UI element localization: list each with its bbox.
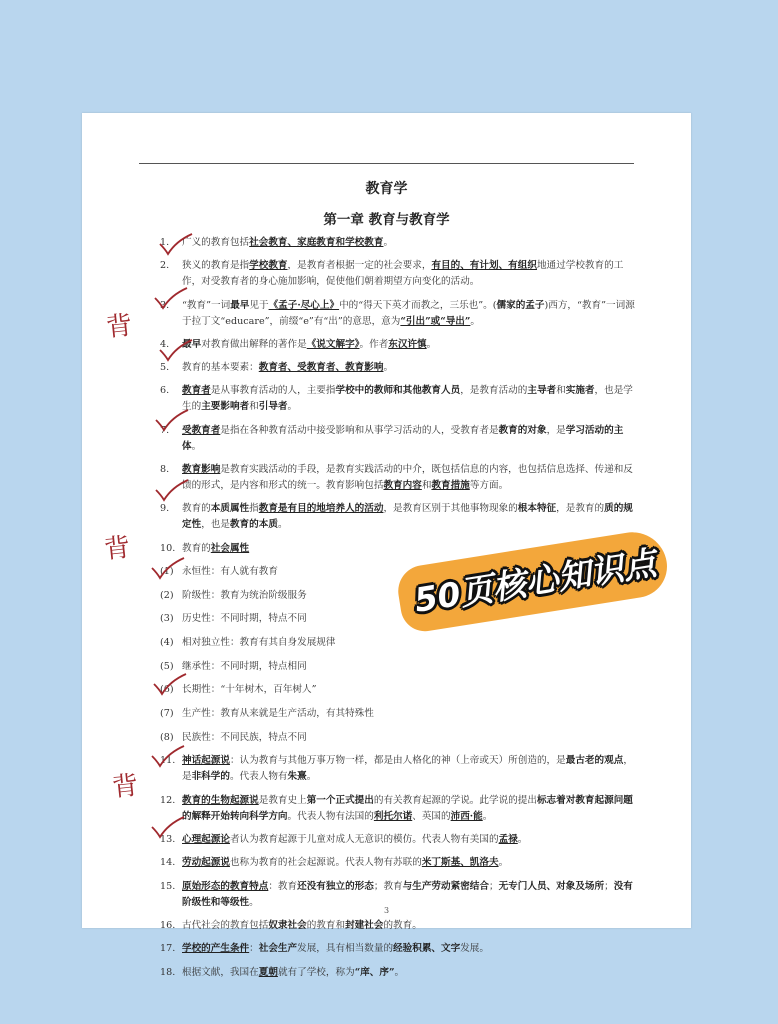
item-number: 12. bbox=[160, 794, 176, 806]
text-segment: 教育的 bbox=[182, 503, 211, 515]
underlined-key-term: 学校教育 bbox=[249, 260, 288, 272]
list-item bbox=[160, 383, 640, 415]
bold-key-term: 本质属性 bbox=[210, 503, 250, 515]
bold-key-term: 引导者 bbox=[258, 401, 288, 413]
text-segment: 。 bbox=[191, 440, 202, 452]
promo-sticker bbox=[382, 532, 682, 632]
item-number: 5. bbox=[160, 362, 170, 374]
text-segment: 发展。 bbox=[460, 943, 489, 955]
item-number: 9. bbox=[160, 503, 170, 515]
underlined-key-term: 社会教育、家庭教育和学校教育 bbox=[249, 237, 384, 248]
bold-key-term: 与生产劳动紧密结合 bbox=[402, 880, 489, 892]
sub-item-number: (8) bbox=[160, 731, 174, 743]
text-segment: 。代表人物有 bbox=[229, 771, 288, 783]
item-text bbox=[182, 501, 640, 533]
text-segment: 。 bbox=[426, 338, 437, 350]
list-item bbox=[160, 793, 640, 825]
underlined-key-term: 教育影响 bbox=[182, 464, 221, 476]
item-text bbox=[182, 965, 640, 981]
underlined-key-term: 沛西·能 bbox=[450, 810, 483, 822]
underlined-key-term: 《说文解字》 bbox=[306, 338, 360, 350]
text-segment: 。 bbox=[287, 401, 298, 413]
text-segment: 对教育做出解释的著作是 bbox=[201, 338, 307, 350]
item-list-continued bbox=[160, 753, 640, 980]
item-number: 7. bbox=[160, 424, 170, 436]
underlined-key-term: 《孟子·尽心上》 bbox=[268, 299, 340, 311]
item-text bbox=[182, 337, 640, 353]
list-item bbox=[160, 235, 640, 251]
text-segment: ，是 bbox=[546, 424, 566, 436]
underlined-key-term: 受教育者 bbox=[182, 424, 221, 436]
bold-key-term: 社会生产 bbox=[258, 943, 298, 955]
text-segment: 者认为教育起源于儿童对成人无意识的模仿。代表人物有美国的 bbox=[229, 834, 499, 846]
list-item bbox=[160, 423, 640, 455]
text-segment: 是指在各种教育活动中接受影响和从事学习活动的人，受教育者是 bbox=[220, 424, 499, 436]
bold-key-term: “庠、序” bbox=[354, 966, 395, 978]
underlined-key-term: 东汉许慎 bbox=[388, 338, 427, 350]
bold-key-term: 最早 bbox=[182, 338, 202, 350]
sub-list-item bbox=[160, 682, 640, 698]
underlined-key-term: 社会属性 bbox=[210, 542, 250, 554]
sub-list-item bbox=[160, 659, 640, 675]
item-number: 4. bbox=[160, 338, 170, 350]
bold-key-term: 非科学的 bbox=[191, 771, 230, 783]
text-segment: 。 bbox=[383, 237, 394, 248]
item-number: 15. bbox=[160, 880, 176, 892]
list-item bbox=[160, 855, 640, 871]
bold-key-term: 教育的对象 bbox=[498, 424, 547, 436]
item-text bbox=[182, 235, 640, 251]
underlined-key-term: 夏朝 bbox=[258, 966, 278, 978]
underlined-key-term: 教育者 bbox=[182, 385, 211, 397]
item-text bbox=[182, 753, 640, 785]
bold-key-term: 根本特征 bbox=[517, 503, 557, 515]
underlined-key-term: 孟禄 bbox=[498, 834, 518, 846]
sub-list-item bbox=[160, 635, 640, 651]
bold-key-term: 无专门人员、对象及场所 bbox=[498, 880, 605, 892]
text-segment: ，是教育区别于其他事物现象的 bbox=[383, 503, 518, 515]
handwritten-note: 背 bbox=[102, 532, 132, 566]
sub-item-number: (1) bbox=[160, 565, 174, 577]
text-segment: 根据文献，我国在 bbox=[182, 966, 259, 978]
bold-key-term: 儒家的孟子 bbox=[496, 299, 545, 311]
item-number: 16. bbox=[160, 919, 176, 931]
sub-item-text: 长期性：“十年树木，百年树人” bbox=[182, 684, 317, 696]
text-segment: )西方，“教育”一词源于拉丁文“educare”，前缀“e”有“出”的意思，意为 bbox=[182, 299, 635, 327]
bold-key-term: 朱熹 bbox=[287, 771, 307, 783]
text-segment: “教育”一词 bbox=[182, 299, 231, 311]
bold-key-term: 主要影响者 bbox=[201, 401, 250, 413]
bold-key-term: 最早 bbox=[230, 299, 250, 311]
handwritten-note: 背 bbox=[104, 310, 134, 344]
text-segment: 广义的教育包括 bbox=[182, 237, 250, 248]
text-segment: 。 bbox=[394, 966, 405, 978]
text-segment: 。 bbox=[517, 834, 528, 846]
sub-item-text: 历史性：不同时期，特点不同 bbox=[182, 613, 307, 625]
sub-item-text: 阶级性：教育为统治阶级服务 bbox=[182, 589, 307, 601]
underlined-key-term: 米丁斯基、凯洛夫 bbox=[421, 857, 499, 869]
item-list bbox=[160, 235, 640, 557]
text-segment: ； bbox=[604, 880, 614, 892]
text-segment: 狭义的教育是指 bbox=[182, 260, 250, 272]
text-segment: 是教育实践活动的手段，是教育实践活动的中介，既包括信息的内容，也包括信息选择、传递和反馈的形式，是内容和形式的统一。教育影响包括 bbox=[182, 464, 633, 492]
text-segment: 和 bbox=[249, 401, 259, 413]
handwritten-note: 背 bbox=[110, 770, 140, 804]
list-item bbox=[160, 462, 640, 494]
text-segment: 。 bbox=[277, 519, 288, 531]
list-item bbox=[160, 753, 640, 785]
underlined-key-term: 原始形态的教育特点 bbox=[182, 880, 269, 892]
document-title: 教育学 bbox=[365, 181, 408, 197]
text-segment: 是教育史上 bbox=[258, 794, 307, 806]
text-segment: 。 bbox=[306, 771, 317, 783]
text-segment: 。 bbox=[249, 896, 259, 908]
underlined-key-term: 教育者、受教育者、教育影响 bbox=[258, 362, 384, 374]
item-number: 6. bbox=[160, 385, 170, 397]
list-item bbox=[160, 501, 640, 533]
underlined-key-term: 劳动起源说 bbox=[182, 857, 230, 869]
item-number: 1. bbox=[160, 237, 170, 248]
text-segment: ，也是 bbox=[201, 519, 230, 531]
list-item bbox=[160, 337, 640, 353]
bold-key-term: 学习活动的主体 bbox=[182, 424, 624, 452]
text-segment: 。作者 bbox=[359, 338, 389, 350]
text-segment: ：认为教育与其他万事万物一样，都是由人格化的神（上帝或天）所创造的，是 bbox=[229, 755, 566, 767]
list-item bbox=[160, 918, 640, 934]
text-segment: 中的“得天下英才而教之，三乐也”。( bbox=[339, 299, 497, 311]
text-segment: 古代社会的教育包括 bbox=[182, 919, 269, 931]
text-segment: ，是教育活动的 bbox=[460, 385, 528, 397]
list-item bbox=[160, 360, 640, 376]
item-text bbox=[182, 918, 640, 934]
text-segment: 和 bbox=[421, 480, 432, 492]
sub-item-number: (5) bbox=[160, 660, 174, 672]
sub-item-number: (2) bbox=[160, 589, 174, 601]
item-text bbox=[182, 383, 640, 415]
bold-key-term: 标志着对教育起源问题的解释开始转向科学方向 bbox=[182, 794, 633, 822]
item-number: 10. bbox=[160, 542, 176, 554]
underlined-key-term: “引出”或“导出” bbox=[400, 315, 471, 327]
sub-item-number: (4) bbox=[160, 637, 174, 649]
item-number: 14. bbox=[160, 857, 176, 869]
sub-item-text: 永恒性：有人就有教育 bbox=[182, 565, 278, 577]
page-number: 3 bbox=[383, 906, 390, 915]
text-segment: 见于 bbox=[249, 299, 269, 311]
sub-item-number: (7) bbox=[160, 708, 174, 720]
sub-item-text: 生产性：教育从来就是生产活动，有其特殊性 bbox=[182, 708, 374, 720]
item-text bbox=[182, 258, 640, 290]
sub-list-item bbox=[160, 706, 640, 722]
text-segment: 。 bbox=[482, 810, 493, 822]
bold-key-term: 最古老的观点 bbox=[565, 755, 624, 767]
sub-item-number: (6) bbox=[160, 684, 174, 696]
item-number: 8. bbox=[160, 464, 170, 476]
text-segment: 地通过学校教育的工作，对受教育者的身心施加影响，促使他们朝着期望方向变化的活动。 bbox=[182, 260, 624, 288]
item-text bbox=[182, 832, 640, 848]
text-segment: 。 bbox=[470, 315, 481, 327]
list-item bbox=[160, 941, 640, 957]
bold-key-term: 主导者 bbox=[527, 385, 557, 397]
list-item bbox=[160, 298, 640, 330]
underlined-key-term: 利托尔诺 bbox=[373, 810, 413, 822]
bold-key-term: 学校中的教师和其他教育人员 bbox=[335, 385, 461, 397]
underlined-key-term: 教育的生物起源说 bbox=[182, 794, 259, 806]
sub-item-text: 继承性：不同时期，特点相同 bbox=[182, 660, 307, 672]
text-segment: 。 bbox=[383, 362, 394, 374]
bold-key-term: 教育的本质 bbox=[229, 519, 278, 531]
underlined-key-term: 学校的产生条件 bbox=[182, 943, 250, 955]
underlined-key-term: 有目的、有计划、有组织 bbox=[431, 260, 537, 272]
text-segment: ； bbox=[489, 880, 499, 892]
list-item bbox=[160, 965, 640, 981]
item-number: 17. bbox=[160, 943, 176, 955]
item-text bbox=[182, 423, 640, 455]
text-segment: ，也是学生的 bbox=[182, 385, 633, 413]
header-rule bbox=[139, 163, 634, 164]
text-segment: 的教育。 bbox=[383, 919, 422, 931]
item-number: 2. bbox=[160, 260, 170, 272]
text-segment: 、英国的 bbox=[412, 810, 451, 822]
bold-key-term: 经验积累、文字 bbox=[393, 943, 461, 955]
sub-item-text: 民族性：不同民族，特点不同 bbox=[182, 731, 307, 743]
text-segment: 教育的基本要素： bbox=[182, 362, 259, 374]
bold-key-term: 实施者 bbox=[565, 385, 595, 397]
underlined-key-term: 教育是有目的地培养人的活动 bbox=[258, 503, 384, 515]
list-item bbox=[160, 258, 640, 290]
sticker-text: 50页核心知识点 bbox=[411, 543, 659, 620]
item-text bbox=[182, 855, 640, 871]
bold-key-term: 第一个正式提出 bbox=[306, 794, 374, 806]
list-item bbox=[160, 832, 640, 848]
item-text bbox=[182, 298, 640, 330]
item-number: 11. bbox=[160, 755, 176, 767]
text-segment: 。 bbox=[498, 857, 509, 869]
text-segment: 的有关教育起源的学说。此学说的提出 bbox=[373, 794, 537, 806]
text-segment: 也称为教育的社会起源说。代表人物有苏联的 bbox=[229, 857, 422, 869]
item-number: 13. bbox=[160, 834, 176, 846]
text-segment: 就有了学校，称为 bbox=[277, 966, 355, 978]
text-segment: ：教育 bbox=[268, 880, 298, 892]
text-segment: 的教育和 bbox=[306, 919, 346, 931]
item-text bbox=[182, 941, 640, 957]
item-number: 18. bbox=[160, 966, 176, 978]
underlined-key-term: 教育措施 bbox=[431, 480, 470, 492]
sub-item-text: 相对独立性：教育有其自身发展规律 bbox=[182, 637, 336, 649]
text-segment: 是从事教育活动的人，主要指 bbox=[210, 385, 336, 397]
sub-item-number: (3) bbox=[160, 613, 174, 625]
text-segment: 指 bbox=[249, 503, 259, 515]
text-segment: ，是教育者根据一定的社会要求， bbox=[287, 260, 432, 272]
underlined-key-term: 教育内容 bbox=[383, 480, 422, 492]
text-segment: ；教育 bbox=[373, 880, 403, 892]
text-segment: ： bbox=[249, 943, 259, 955]
item-text bbox=[182, 793, 640, 825]
bold-key-term: 封建社会 bbox=[345, 919, 384, 931]
text-segment: 发展，具有相当数量的 bbox=[297, 943, 394, 955]
sub-list-item bbox=[160, 730, 640, 746]
text-segment: 教育的 bbox=[182, 542, 211, 554]
text-segment: 和 bbox=[556, 385, 566, 397]
underlined-key-term: 神话起源说 bbox=[182, 755, 230, 767]
item-text bbox=[182, 462, 640, 494]
text-segment: 。代表人物有法国的 bbox=[287, 810, 374, 822]
bold-key-term: 奴隶社会 bbox=[268, 919, 307, 931]
item-number: 3. bbox=[160, 299, 170, 311]
bold-key-term: 没有阶级性和等级性 bbox=[182, 880, 633, 908]
underlined-key-term: 心理起源论 bbox=[182, 834, 230, 846]
document-page bbox=[82, 113, 691, 978]
bold-key-term: 质的规定性 bbox=[182, 503, 633, 531]
chapter-title: 第一章 教育与教育学 bbox=[323, 212, 450, 228]
text-segment: ，是教育的 bbox=[556, 503, 605, 515]
text-segment: 等方面。 bbox=[469, 480, 509, 492]
item-text bbox=[182, 360, 640, 376]
bold-key-term: 还没有独立的形态 bbox=[297, 880, 374, 892]
text-segment: ，是 bbox=[182, 755, 633, 783]
